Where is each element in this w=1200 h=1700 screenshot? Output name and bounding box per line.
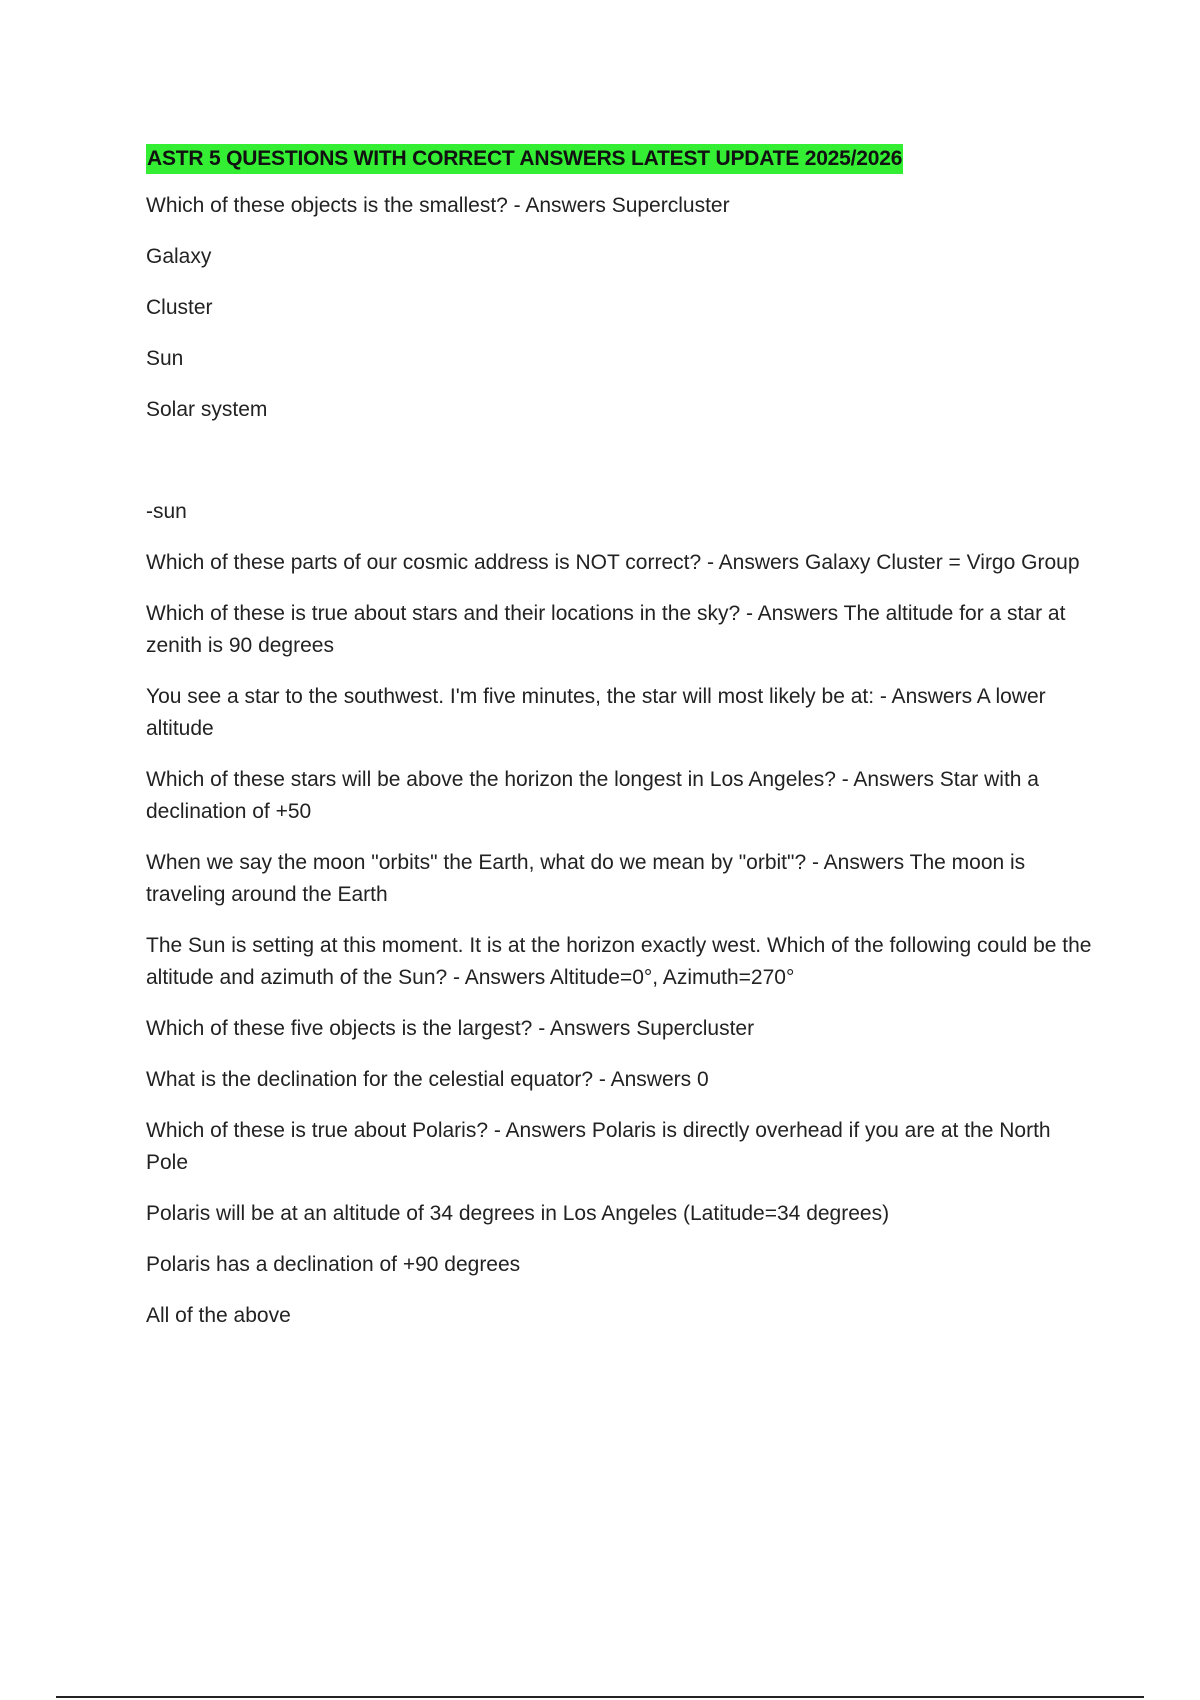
question-paragraph: Which of these objects is the smallest? - Answers Supercluster [146, 194, 730, 217]
blank-gap [146, 445, 1096, 496]
answer-option: Sun [146, 347, 184, 370]
question-paragraph: You see a star to the southwest. I'm five minutes, the star will most likely be at: - Answers A lower altitude [146, 685, 1046, 740]
question-paragraph: What is the declination for the celestial equator? - Answers 0 [146, 1068, 709, 1091]
question-paragraph: Which of these is true about stars and their locations in the sky? - Answers The altitude for a star at zenith is 90 degrees [146, 602, 1066, 657]
document-content [146, 143, 1096, 1351]
document-title: ASTR 5 QUESTIONS WITH CORRECT ANSWERS LATEST UPDATE 2025/2026 [146, 144, 903, 174]
question-paragraph: Which of these parts of our cosmic address is NOT correct? - Answers Galaxy Cluster = Virgo Group [146, 551, 1080, 574]
answer-option: -sun [146, 500, 187, 523]
footer-divider [56, 1696, 1144, 1698]
answer-option: All of the above [146, 1304, 291, 1327]
question-paragraph: When we say the moon "orbits" the Earth, what do we mean by "orbit"? - Answers The moon is traveling around the Earth [146, 851, 1026, 906]
answer-option: Solar system [146, 398, 268, 421]
answer-option: Galaxy [146, 245, 212, 268]
answer-option: Cluster [146, 296, 213, 319]
question-paragraph: Which of these is true about Polaris? - Answers Polaris is directly overhead if you are at the North Pole [146, 1119, 1051, 1174]
answer-option: Polaris will be at an altitude of 34 degrees in Los Angeles (Latitude=34 degrees) [146, 1202, 890, 1225]
question-paragraph: Which of these stars will be above the horizon the longest in Los Angeles? - Answers Star with a declination of +50 [146, 768, 1039, 823]
answer-option: Polaris has a declination of +90 degrees [146, 1253, 521, 1276]
question-paragraph: Which of these five objects is the largest? - Answers Supercluster [146, 1017, 755, 1040]
question-paragraph: The Sun is setting at this moment. It is at the horizon exactly west. Which of the following could be the altitude and azimuth of the Sun? - Answers Altitude=0°, Azimuth=270° [146, 934, 1092, 989]
